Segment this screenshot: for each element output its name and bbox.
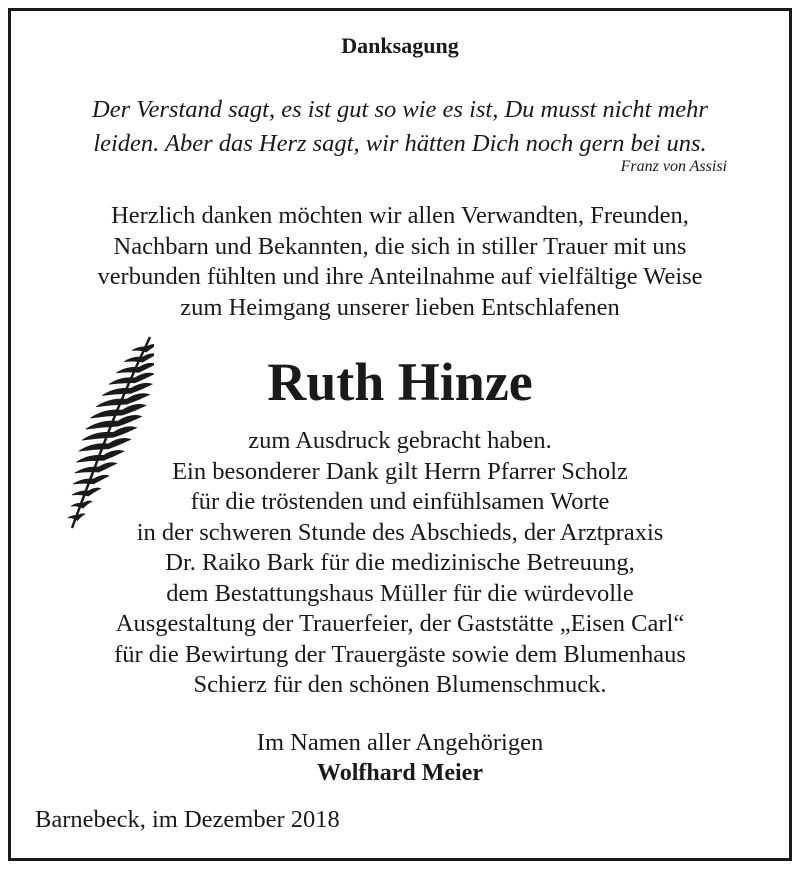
thanks-line: Dr. Raiko Bark für die medizinische Betreuung,: [165, 549, 635, 576]
thanks-line: für die Bewirtung der Trauergäste sowie dem Blumenhaus: [114, 640, 686, 668]
notice-title: Danksagung: [341, 33, 459, 58]
quote-line: Der Verstand sagt, es ist gut so wie es ist, Du musst nicht mehr: [92, 96, 708, 123]
place-date: Barnebeck, im Dezember 2018: [35, 806, 340, 833]
quote-author: Franz von Assisi: [620, 158, 727, 175]
thanks-line: Ein besonderer Dank gilt Herrn Pfarrer Scholz: [172, 457, 628, 485]
thanks-line: Schierz für den schönen Blumenschmuck.: [193, 671, 607, 698]
signature-name: Wolfhard Meier: [317, 760, 483, 786]
quote-line: leiden. Aber das Herz sagt, wir hätten Dich noch gern bei uns.: [93, 130, 707, 157]
intro-line: zum Heimgang unserer lieben Entschlafenen: [180, 293, 620, 321]
thanks-line: Ausgestaltung der Trauerfeier, der Gaststätte „Eisen Carl“: [115, 610, 685, 637]
thanks-text: [0, 426, 800, 701]
intro-line: verbunden fühlten und ihre Anteilnahme auf vielfältige Weise: [97, 263, 703, 290]
deceased-name: Ruth Hinze: [267, 352, 533, 412]
thanks-line: für die tröstenden und einfühlsamen Worte: [190, 488, 610, 515]
thanks-line: zum Ausdruck gebracht haben.: [248, 427, 552, 454]
thanks-line: dem Bestattungshaus Müller für die würdevolle: [166, 579, 634, 607]
signature-intro: Im Namen aller Angehörigen: [256, 729, 544, 756]
intro-text: [0, 201, 800, 323]
intro-line: Nachbarn und Bekannten, die sich in stiller Trauer mit uns: [113, 232, 687, 260]
intro-line: Herzlich danken möchten wir allen Verwandten, Freunden,: [111, 202, 689, 229]
thanks-line: in der schweren Stunde des Abschieds, der Arztpraxis: [136, 518, 664, 546]
quote: [0, 93, 800, 161]
